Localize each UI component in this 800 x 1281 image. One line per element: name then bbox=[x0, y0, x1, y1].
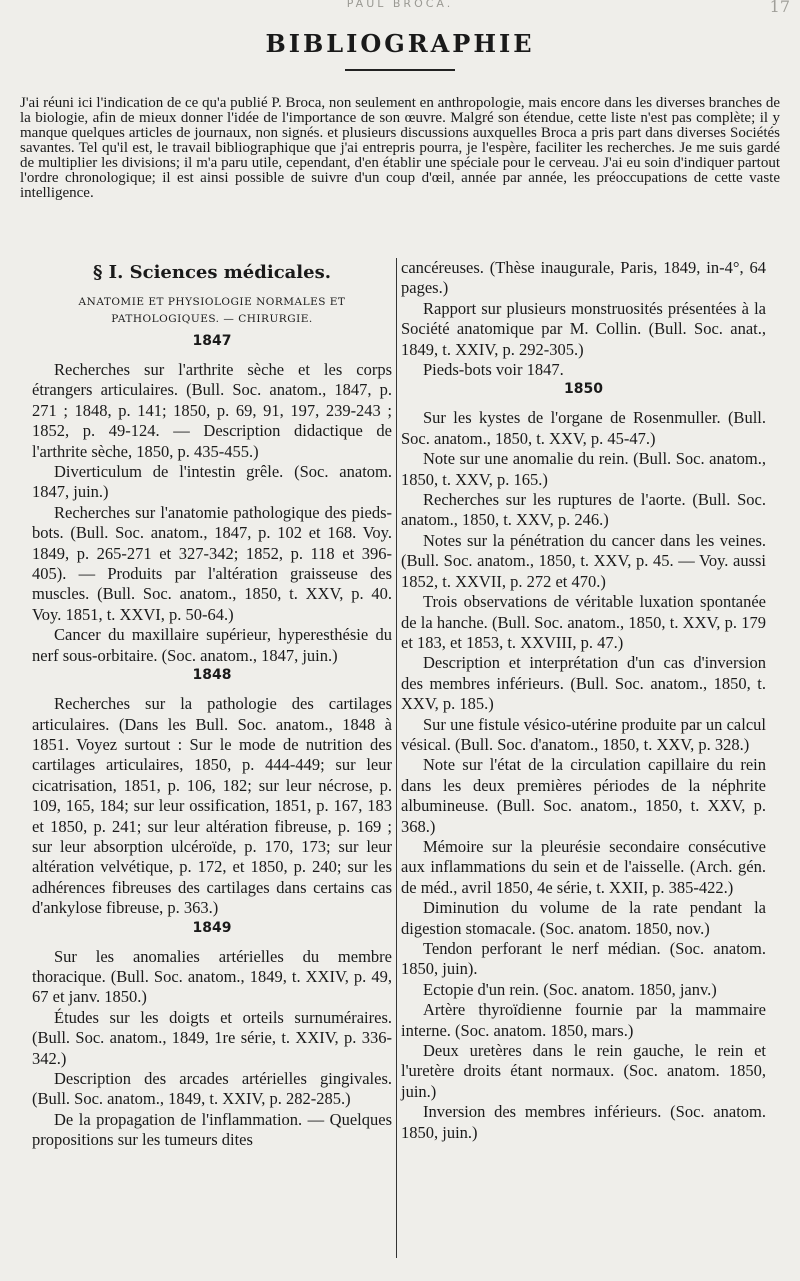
running-head: PAUL BROCA. bbox=[346, 0, 454, 10]
bibliography-entry: Recherches sur les ruptures de l'aorte. (Bull. Soc. anatom., 1850, t. XXV, p. 246.) bbox=[401, 490, 766, 530]
bibliography-entry: Cancer du maxillaire supérieur, hyperesthésie du nerf sous-orbitaire. (Soc. anatom., 1847, juin.) bbox=[32, 625, 392, 665]
title-rule bbox=[345, 69, 455, 71]
page-number: 17 bbox=[769, 0, 790, 16]
bibliography-entry: Trois observations de véritable luxation spontanée de la hanche. (Bull. Soc. anatom., 1850, t. XXV, p. 179 et 183, et 1853, t. XXVIII, p. 47.) bbox=[401, 592, 766, 652]
right-entries bbox=[401, 258, 766, 1143]
bibliography-entry: Mémoire sur la pleurésie secondaire consécutive aux inflammations du sein et de l'aisselle. (Arch. gén. de méd., avril 1850, 4e série, t. XXII, p. 385-422.) bbox=[401, 836, 766, 897]
year-heading: 1847 bbox=[192, 333, 232, 349]
bibliography-entry: Notes sur la pénétration du cancer dans les veines. (Bull. Soc. anatom., 1850, t. XXV, p. 45. — Voy. aussi 1852, t. XXVII, p. 272 et 470.) bbox=[401, 530, 766, 591]
page-title: BIBLIOGRAPHIE bbox=[265, 29, 535, 58]
bibliography-entry: Études sur les doigts et orteils surnuméraires. (Bull. Soc. anatom., 1849, 1re série, t. XXIV, p. 336-342.) bbox=[32, 1007, 392, 1068]
bibliography-entry: Pieds-bots voir 1847. bbox=[423, 360, 564, 380]
section-title: § I. Sciences médicales. bbox=[92, 262, 332, 283]
bibliography-entry: Sur les anomalies artérielles du membre thoracique. (Bull. Soc. anatom., 1849, t. XXIV, p. 49, 67 et janv. 1850.) bbox=[32, 946, 392, 1007]
bibliography-entry: Recherches sur l'anatomie pathologique des pieds-bots. (Bull. Soc. anatom., 1847, p. 102 et 168. Voy. 1849, p. 265-271 et 327-342; 1852, p. 118 et 396-405). — Produits par l'altération graisseuse des muscles. (Bull. Soc. anatom., 1850, t. XXV, p. 40. Voy. 1851, t. XXVI, p. 50-64.) bbox=[32, 502, 392, 624]
bibliography-entry: Sur une fistule vésico-utérine produite par un calcul vésical. (Bull. Soc. d'anatom., 1850, t. XXV, p. 328.) bbox=[401, 714, 766, 754]
bibliography-entry: De la propagation de l'inflammation. — Quelques propositions sur les tumeurs dites bbox=[32, 1109, 392, 1150]
column-divider bbox=[396, 258, 397, 1258]
bibliography-entry: Description des arcades artérielles gingivales. (Bull. Soc. anatom., 1849, t. XXIV, p. 282-285.) bbox=[32, 1069, 392, 1109]
left-entries bbox=[32, 332, 392, 1151]
bibliography-entry: Diverticulum de l'intestin grêle. (Soc. anatom. 1847, juin.) bbox=[32, 462, 392, 502]
bibliography-entry: Note sur l'état de la circulation capillaire du rein dans les deux premières périodes de la néphrite albumineuse. (Bull. Soc. anatom., 1850, t. XXV, p. 368.) bbox=[401, 755, 766, 836]
year-heading: 1849 bbox=[192, 919, 232, 936]
bibliography-entry: Tendon perforant le nerf médian. (Soc. anatom. 1850, juin). bbox=[401, 939, 766, 979]
year-heading: 1848 bbox=[192, 667, 232, 684]
bibliography-entry: Deux uretères dans le rein gauche, le rein et l'uretère droits étant normaux. (Soc. anatom. 1850, juin.) bbox=[401, 1041, 766, 1101]
bibliography-entry: Diminution du volume de la rate pendant la digestion stomacale. (Soc. anatom. 1850, nov.) bbox=[401, 898, 766, 938]
bibliography-entry-continued: cancéreuses. (Thèse inaugurale, Paris, 1849, in-4°, 64 pages.) bbox=[401, 258, 766, 298]
bibliography-entry: Sur les kystes de l'organe de Rosenmuller. (Bull. Soc. anatom., 1850, t. XXV, p. 45-47.) bbox=[401, 408, 766, 448]
bibliography-entry: Ectopie d'un rein. (Soc. anatom. 1850, janv.) bbox=[423, 979, 717, 999]
left-column bbox=[32, 258, 392, 1151]
right-column bbox=[401, 258, 766, 1143]
bibliography-entry: Note sur une anomalie du rein. (Bull. Soc. anatom., 1850, t. XXV, p. 165.) bbox=[401, 449, 766, 489]
bibliography-entry: Inversion des membres inférieurs. (Soc. anatom. 1850, juin.) bbox=[401, 1102, 766, 1142]
bibliography-entry: Recherches sur la pathologie des cartilages articulaires. (Dans les Bull. Soc. anatom., 1848 à 1851. Voyez surtout : Sur le mode de nutrition des cartilages articulaires, 1850, p. 444-449; sur leur cicatrisation, 1851, p. 106, 182; sur leur nécrose, p. 109, 165, 184; sur leur ossification, 1851, p. 167, 183 et 1850, p. 241; sur leur altération fibreuse, p. 169 ; sur leur absorption ulcéroïde, p. 170, 173; sur leur altération velvétique, p. 172, et 1850, p. 240; sur les adhérences fibreuses des cartilages dans certains cas d'ankylose fibreuse, p. 363.) bbox=[32, 694, 392, 918]
bibliography-entry: Recherches sur l'arthrite sèche et les corps étrangers articulaires. (Bull. Soc. anatom., 1847, p. 271 ; 1848, p. 141; 1850, p. 69, 91, 197, 239-243 ; 1852, p. 49-124. — Description didactique de l'arthrite sèche, 1850, p. 435-455.) bbox=[32, 360, 392, 461]
bibliography-entry: Rapport sur plusieurs monstruosités présentées à la Société anatomique par M. Collin. (Bull. Soc. anat., 1849, t. XXIV, p. 292-305.) bbox=[401, 298, 766, 359]
bibliography-entry: Artère thyroïdienne fournie par la mammaire interne. (Soc. anatom. 1850, mars.) bbox=[401, 1000, 766, 1040]
year-heading: 1850 bbox=[564, 381, 603, 398]
intro-paragraph: J'ai réuni ici l'indication de ce qu'a publié P. Broca, non seulement en anthropologie, mais encore dans les diverses branches de la biologie, afin de mieux donner l'idée de l'importance de son œuvre. Malgré son étendue, cette liste n'est pas complète; il y manque quelques articles de journaux, non signés. et plusieurs discussions auxquelles Broca a pris part dans diverses Sociétés savantes. Tel qu'il est, le travail bibliographique que j'ai entrepris pourra, je l'espère, faciliter les recherches. Je me suis gardé de multiplier les divisions; il m'a paru utile, cependant, d'en établir une spéciale pour le cerveau. J'ai eu soin d'indiquer partout l'ordre chronologique; il est ainsi possible de suivre d'un coup d'œil, année par année, les préoccupations de cette vaste intelligence. bbox=[20, 95, 780, 201]
bibliography-entry: Description et interprétation d'un cas d'inversion des membres inférieurs. (Bull. Soc. anatom., 1850, t. XXV, p. 185.) bbox=[401, 653, 766, 714]
section-subheading: ANATOMIE ET PHYSIOLOGIE NORMALES ET PATHOLOGIQUES. — CHIRURGIE. bbox=[78, 296, 346, 325]
